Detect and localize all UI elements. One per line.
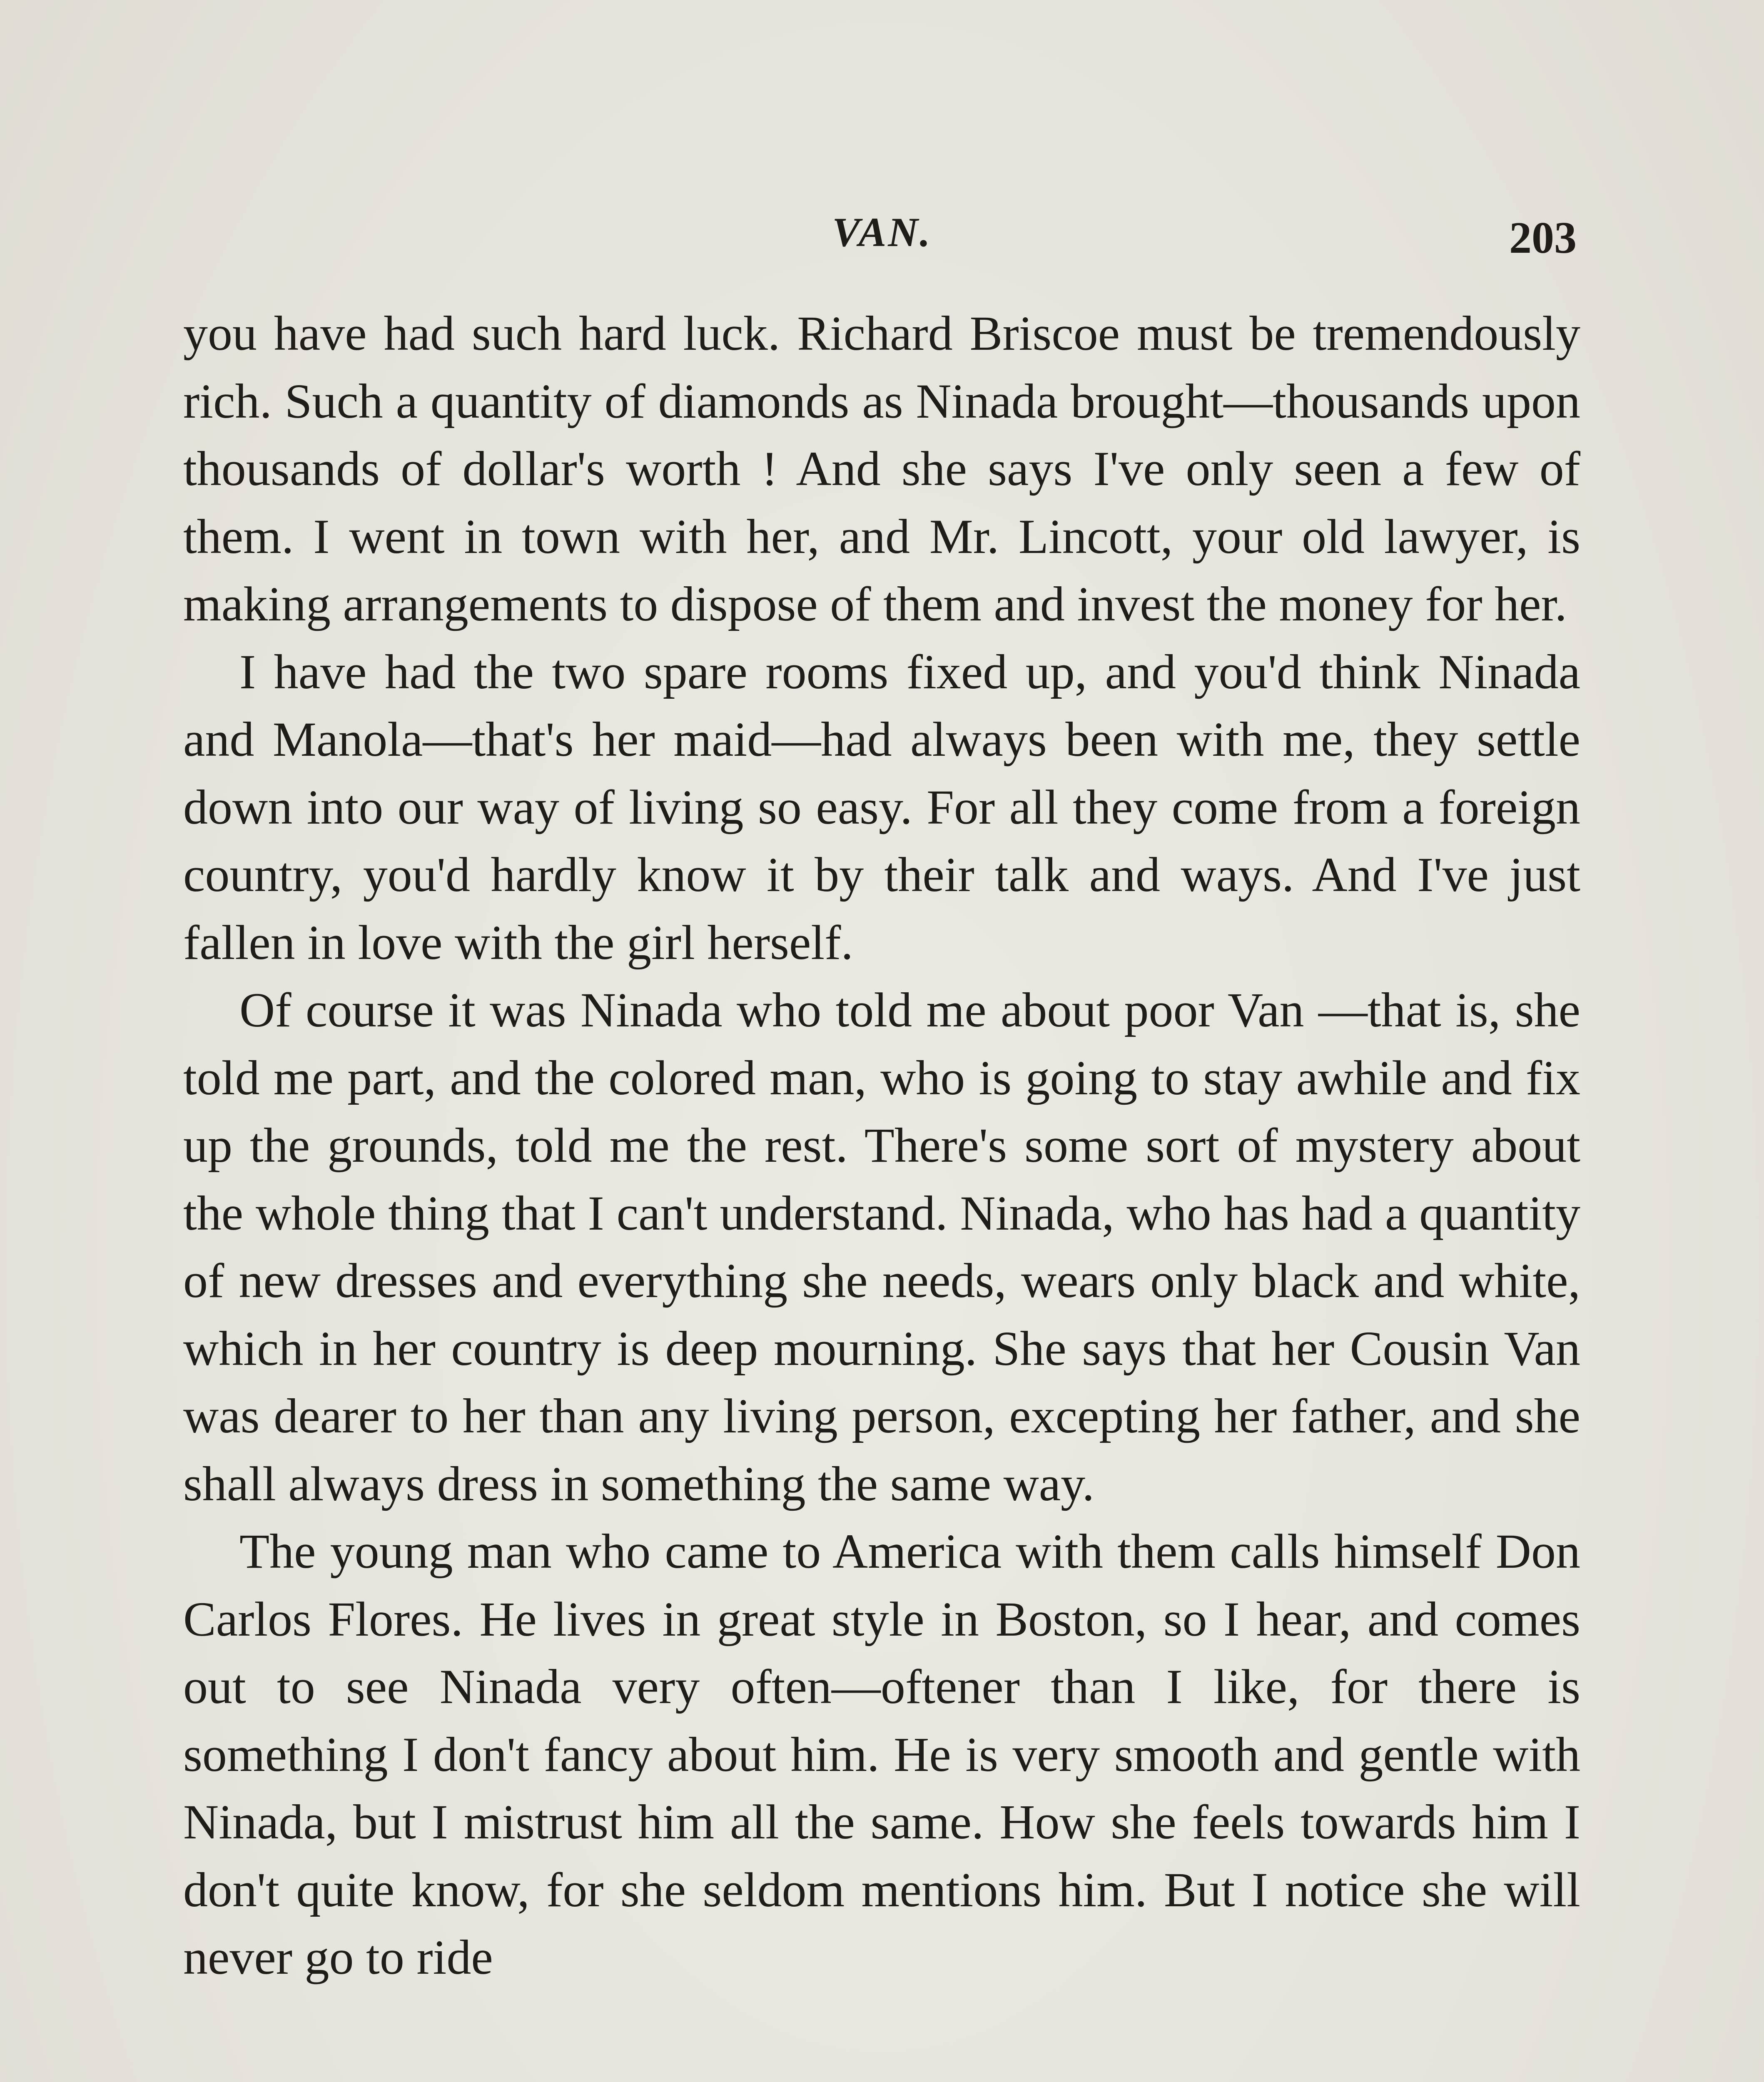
paragraph: The young man who came to America with them calls himself Don Carlos Flores. He lives in great style in Boston, so I hear, and comes out to see Ninada very often—oftener than I like, for there is something I don't fancy about him. He is very smooth and gentle with Ninada, but I mistrust him all the same. How she feels towards him I don't quite know, for she seldom mentions him. But I notice she will never go to ride <box>183 1524 1580 1985</box>
running-title: VAN. <box>832 209 932 255</box>
paragraph: I have had the two spare rooms fixed up, and you'd think Ninada and Manola—that's her maid—had always been with me, they settle down into our way of living so easy. For all they come from a foreign country, you'd hardly know it by their talk and ways. And I've just fallen in love with the girl herself. <box>183 644 1580 970</box>
body-text <box>183 300 1580 1992</box>
page-number: 203 <box>1509 213 1577 263</box>
paragraph: you have had such hard luck. Richard Briscoe must be tremendously rich. Such a quantity of diamonds as Ninada brought—thousands upon thousands of dollar's worth ! And she says I've only seen a few of them. I went in town with her, and Mr. Lincott, your old lawyer, is making arrangements to dispose of them and invest the money for her. <box>183 306 1580 631</box>
paragraph: Of course it was Ninada who told me about poor Van —that is, she told me part, and the colored man, who is going to stay awhile and fix up the grounds, told me the rest. There's some sort of mystery about the whole thing that I can't understand. Ninada, who has had a quantity of new dresses and everything she needs, wears only black and white, which in her country is deep mourning. She says that her Cousin Van was dearer to her than any living person, excepting her father, and she shall always dress in something the same way. <box>183 983 1580 1511</box>
